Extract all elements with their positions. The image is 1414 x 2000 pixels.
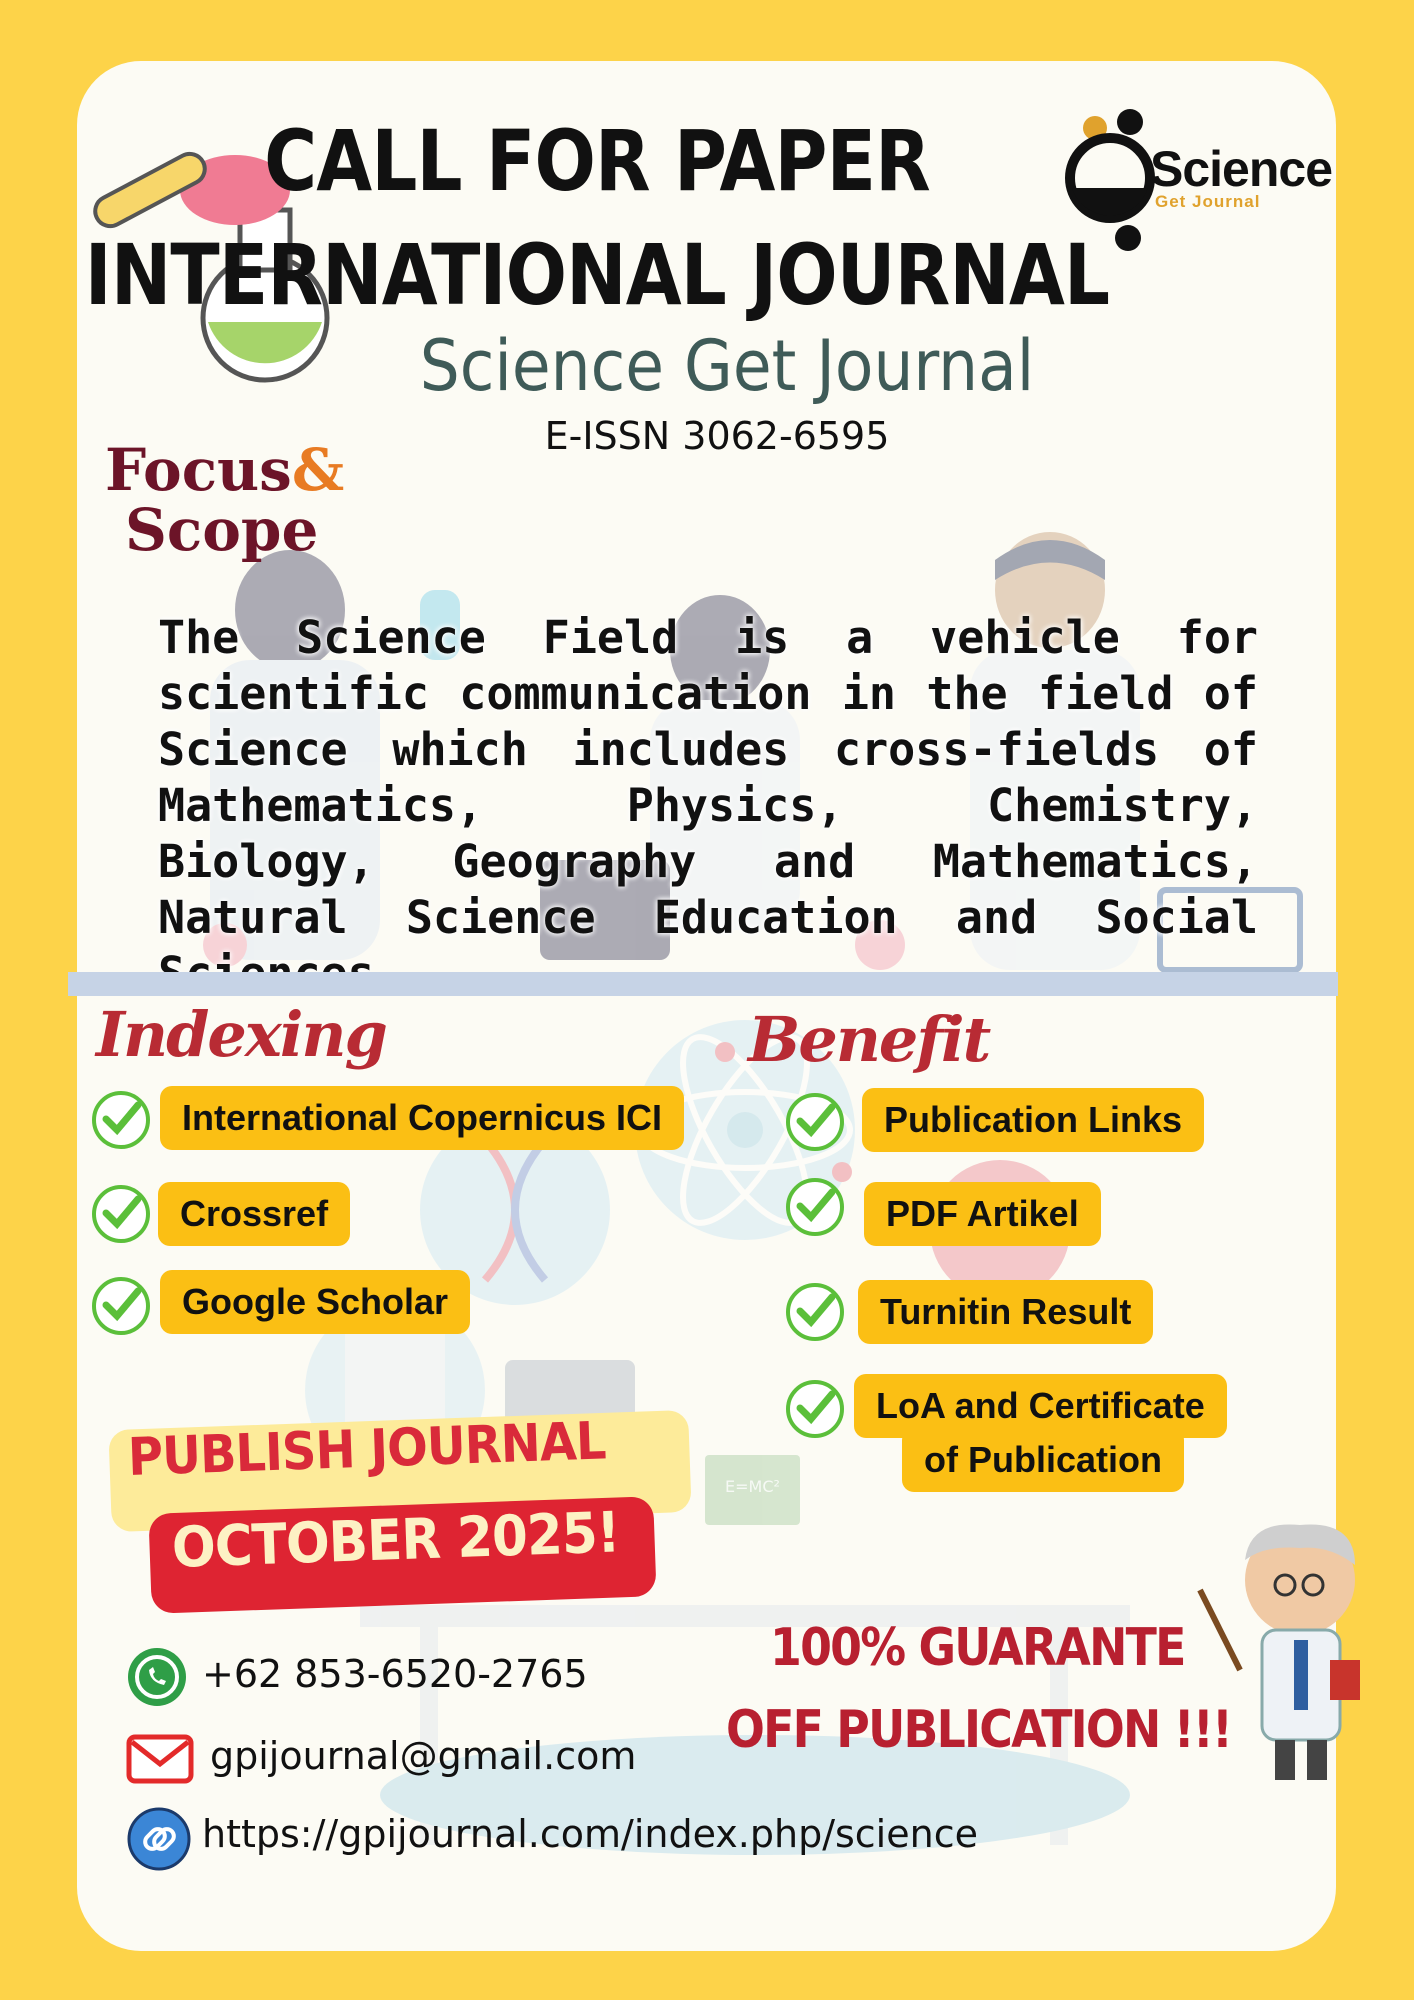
guarantee-line-1: 100% GUARANTE — [770, 1618, 1185, 1678]
issn-number: E-ISSN 3062-6595 — [544, 414, 890, 458]
publish-journal-text: PUBLISH JOURNAL — [126, 1411, 607, 1488]
headline-international-journal: INTERNATIONAL JOURNAL — [84, 226, 1110, 324]
journal-name: Science Get Journal — [419, 325, 1035, 407]
benefit-heading: Benefit — [748, 1003, 990, 1076]
scope-word: Scope — [125, 496, 319, 564]
indexing-item-crossref: Crossref — [158, 1182, 350, 1246]
svg-text:E=MC²: E=MC² — [725, 1477, 780, 1496]
logo-word: Science — [1150, 141, 1333, 197]
link-icon — [126, 1806, 192, 1872]
shelf-divider — [68, 972, 1338, 996]
focus-word: Focus — [105, 436, 292, 504]
benefit-item-publication-links: Publication Links — [862, 1088, 1204, 1152]
logo-tagline: Get Journal — [1155, 192, 1261, 211]
website-url[interactable]: https://gpijournal.com/index.php/science — [202, 1812, 978, 1856]
benefit-item-pdf-artikel: PDF Artikel — [864, 1182, 1101, 1246]
ampersand: & — [291, 436, 345, 504]
check-icon — [786, 1178, 844, 1236]
check-icon — [92, 1185, 150, 1243]
focus-scope-heading — [105, 436, 345, 564]
check-icon — [92, 1091, 150, 1149]
benefit-item-of-publication: of Publication — [902, 1428, 1184, 1492]
indexing-item-copernicus: International Copernicus ICI — [160, 1086, 684, 1150]
scope-description: The Science Field is a vehicle for scientific communication in the field of Science which includes cross-fields of Mathematics, Physics, Chemistry, Biology, Geography and Mathematics, Natural Science Education and Social — [158, 611, 1258, 944]
october-text: OCTOBER 2025! — [170, 1500, 621, 1581]
guarantee-line-2: OFF PUBLICATION !!! — [726, 1700, 1232, 1760]
benefit-item-turnitin: Turnitin Result — [858, 1280, 1153, 1344]
indexing-heading: Indexing — [96, 998, 386, 1071]
indexing-item-google-scholar: Google Scholar — [160, 1270, 470, 1334]
check-icon — [786, 1380, 844, 1438]
phone-number[interactable]: +62 853-6520-2765 — [202, 1652, 588, 1696]
headline-call-for-paper: CALL FOR PAPER — [264, 112, 930, 210]
whatsapp-icon — [126, 1646, 188, 1708]
benefit-item-loa-certificate: LoA and Certificate — [854, 1374, 1227, 1438]
check-icon — [786, 1283, 844, 1341]
email-address[interactable]: gpijournal@gmail.com — [210, 1734, 637, 1778]
check-icon — [92, 1277, 150, 1335]
mail-icon — [126, 1734, 194, 1784]
check-icon — [786, 1093, 844, 1151]
